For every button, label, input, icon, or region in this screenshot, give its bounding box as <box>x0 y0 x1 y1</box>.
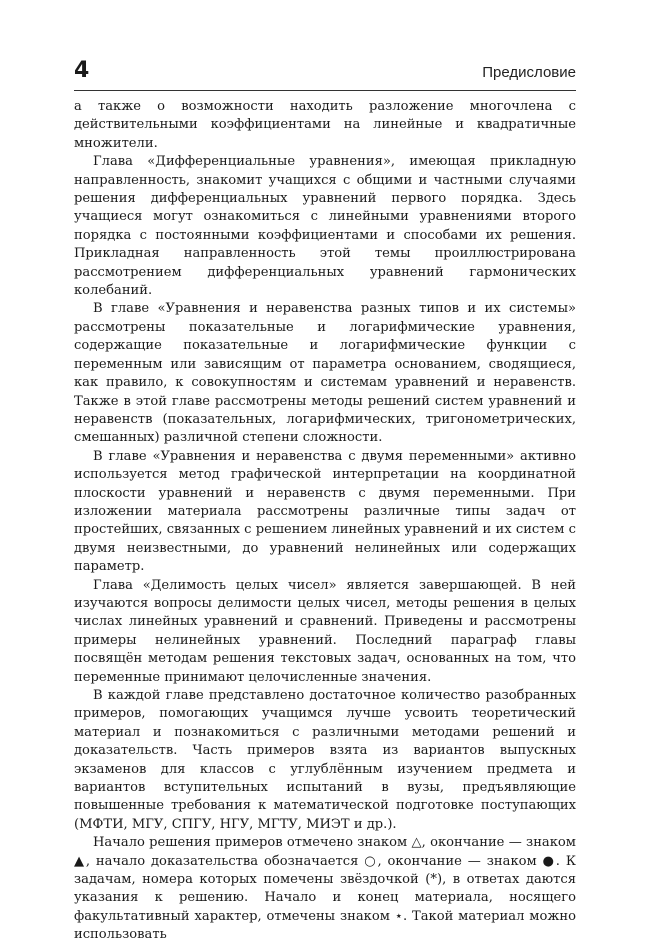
header-rule <box>74 90 576 91</box>
running-title: Предисловие <box>482 64 576 81</box>
paragraph-two-variables: В главе «Уравнения и неравенства с двумя переменными» активно используется метод графической интерпретации на координатной плоскости уравнений и неравенств с двумя переменными. При изложении материала рассмотрены различные типы задач от простейших, связанных с решением линейных уравнений и их систем с двумя неизвестными, до уравнений нелинейных или содержащих параметр. <box>74 448 576 575</box>
paragraph-symbols: Начало решения примеров отмечено знаком △, окончание — знаком ▲, начало доказательства обозначается ○, окончание — знаком ●. К задачам, номера которых помечены звёздочкой (*), в ответах даются указания к решению. Начало и конец материала, носящего факультативный характер, отмечены знаком ⋆. Такой материал можно использовать <box>74 835 576 943</box>
body-text <box>74 98 576 945</box>
paragraph-continuation: а также о возможности находить разложение многочлена с действительными коэффициентами на линейные и квадратичные множители. <box>74 99 576 151</box>
paragraph-differential-equations: Глава «Дифференциальные уравнения», имеющая прикладную направленность, знакомит учащихся с общими и частными случаями решения дифференциальных уравнений первого порядка. Здесь учащиеся могут ознакомиться с линейными уравнениями второго порядка с постоянными коэффициентами и способами их решения. Прикладная направленность этой темы проиллюстрирована рассмотрением дифференциальных уравнений гармонических колебаний. <box>74 154 576 299</box>
paragraph-equations-systems: В главе «Уравнения и неравенства разных типов и их системы» рассмотрены показательные и логарифмические уравнения, содержащие показательные и логарифмические функции с переменным или зависящим от параметра основанием, сводящиеся, как правило, к совокупностям и системам уравнений и неравенств. Также в этой главе рассмотрены методы решений систем уравнений и неравенств (показательных, логарифмических, тригонометрических, смешанных) различной степени сложности. <box>74 301 576 446</box>
page-number: 4 <box>74 58 90 83</box>
paragraph-examples: В каждой главе представлено достаточное количество разобранных примеров, помогающих учащимся лучше усвоить теоретический материал и познакомиться с различными методами решений и доказательств. Часть примеров взята из вариантов выпускных экзаменов для классов с углублённым изучением предмета и вариантов вступительных испытаний в вузы, предъявляющие повышенные требования к математической подготовке поступающих (МФТИ, МГУ, СПГУ, НГУ, МГТУ, МИЭТ и др.). <box>74 688 576 832</box>
paragraph-divisibility: Глава «Делимость целых чисел» является завершающей. В ней изучаются вопросы делимости целых чисел, методы решения в целых числах линейных уравнений и сравнений. Приведены и рассмотрены примеры нелинейных уравнений. Последний параграф главы посвящён методам решения текстовых задач, основанных на том, что переменные принимают целочисленные значения. <box>74 577 576 685</box>
